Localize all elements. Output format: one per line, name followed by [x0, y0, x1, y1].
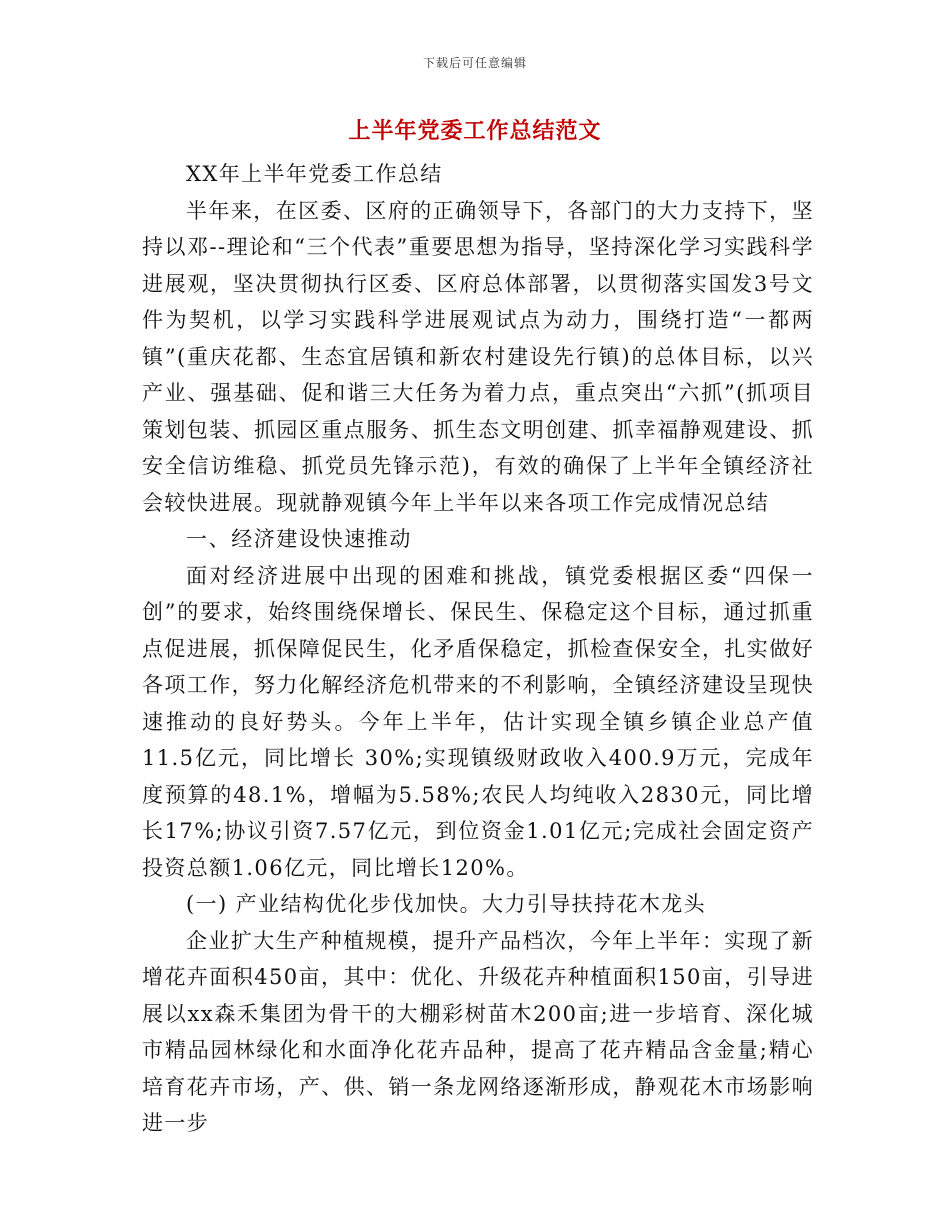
document-body [142, 156, 814, 1142]
paragraph-subtitle: XX年上半年党委工作总结 [186, 162, 443, 186]
document-title: 上半年党委工作总结范文 [348, 119, 602, 144]
section-heading-economy: 一、经济建设快速推动 [186, 527, 412, 551]
paragraph-industry: 企业扩大生产种植规模，提升产品档次，今年上半年：实现了新增花卉面积450亩，其中：优化、升级花卉种植面积150亩，引导进展以xx森禾集团为骨干的大棚彩树苗木200亩;进一步培育、深化城市精品园林绿化和水面净化花卉品种，提高了花卉精品含金量;精心培育花卉市场，产、供、销一条龙网络逐渐形成，静观花木市场影响进一步 [142, 928, 814, 1135]
paragraph-intro: 半年来，在区委、区府的正确领导下，各部门的大力支持下，坚持以邓--理论和“三个代表”重要思想为指导，坚持深化学习实践科学进展观，坚决贯彻执行区委、区府总体部署，以贯彻落实国发3号文件为契机，以学习实践科学进展观试点为动力，围绕打造“一都两镇”(重庆花都、生态宜居镇和新农村建设先行镇)的总体目标，以兴产业、强基础、促和谐三大任务为着力点，重点突出“六抓”(抓项目策划包装、抓园区重点服务、抓生态文明创建、抓幸福静观建设、抓安全信访维稳、抓党员先锋示范)，有效的确保了上半年全镇经济社会较快进展。现就静观镇今年上半年以来各项工作完成情况总结 [142, 198, 814, 515]
paragraph-economy: 面对经济进展中出现的困难和挑战，镇党委根据区委“四保一创”的要求，始终围绕保增长、保民生、保稳定这个目标，通过抓重点促进展，抓保障促民生，化矛盾保稳定，抓检查保安全，扎实做好各项工作，努力化解经济危机带来的不利影响，全镇经济建设呈现快速推动的良好势头。今年上半年，估计实现全镇乡镇企业总产值11.5亿元，同比增长 30%;实现镇级财政收入400.9万元，完成年度预算的48.1%，增幅为5.58%;农民人均纯收入2830元，同比增长17%;协议引资7.57亿元，到位资金1.01亿元;完成社会固定资产投资总额1.06亿元，同比增长120%。 [142, 563, 814, 880]
header-note: 下载后可任意编辑 [422, 56, 527, 70]
subsection-heading-industry: (一) 产业结构优化步伐加快。大力引导扶持花木龙头 [186, 892, 707, 916]
